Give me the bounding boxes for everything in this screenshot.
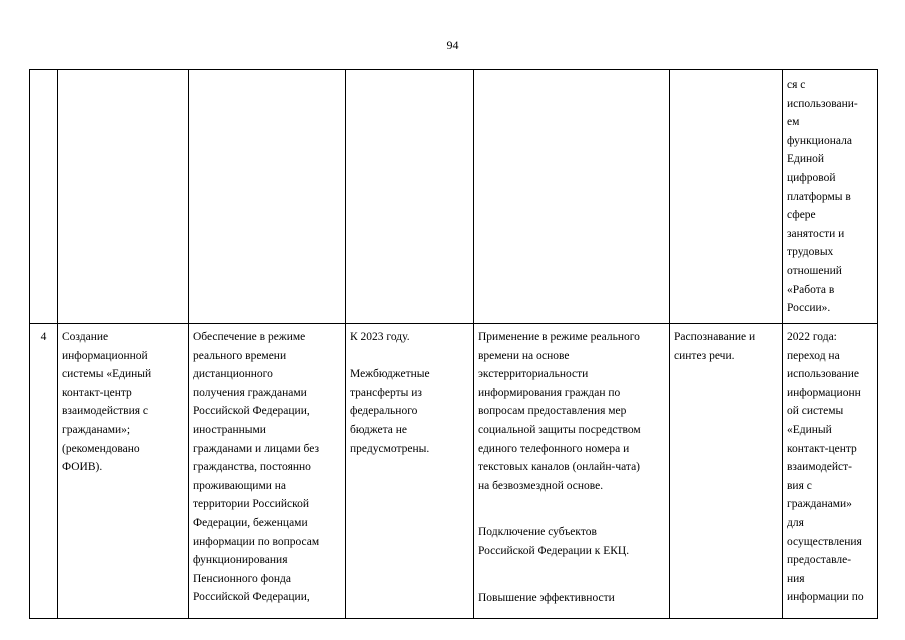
cell-measure: Создание информационной системы «Единый контакт-центр взаимодействия с гражданами»; (рекомендовано ФОИВ). <box>58 324 189 619</box>
page-number: 94 <box>446 38 459 52</box>
cell-indicator-continued: ся с использовани- ем функционала Единой цифровой платформы в сфере занятости и трудовых отношений «Работа в России». <box>783 70 878 324</box>
cell-purpose: Обеспечение в режиме реального времени дистанционного получения гражданами Российской Федерации, иностранными гражданами и лицами без гражданства, постоянно проживающими на территории Российской Федерации, беженцами информации по вопросам функционирования Пенсионного фонда Российской Федерации, <box>189 324 346 619</box>
cell-result: Применение в режиме реального времени на основе экстерриториальности информирования граждан по вопросам предоставления мер социальной защиты посредством единого телефонного номера и текстовых каналов (онлайн-чата) на безвозмездной основе. Подключение субъектов Российской Федерации к ЕКЦ. Повышение эффективности <box>474 324 670 619</box>
cell-measure-empty <box>58 70 189 324</box>
cell-number-empty <box>30 70 58 324</box>
document-table <box>29 69 878 619</box>
cell-indicator: 2022 года: переход на использование информационн ой системы «Единый контакт-центр взаимодейст- вия с гражданами» для осуществления предоставле- ния информации по <box>783 324 878 619</box>
cell-deadline-empty <box>346 70 474 324</box>
cell-technology: Распознавание и синтез речи. <box>670 324 783 619</box>
table-row-continuation <box>30 70 878 324</box>
cell-technology-empty <box>670 70 783 324</box>
cell-purpose-empty <box>189 70 346 324</box>
cell-number: 4 <box>30 324 58 619</box>
cell-deadline: К 2023 году. Межбюджетные трансферты из федерального бюджета не предусмотрены. <box>346 324 474 619</box>
cell-result-empty <box>474 70 670 324</box>
table-row-4 <box>30 324 878 619</box>
